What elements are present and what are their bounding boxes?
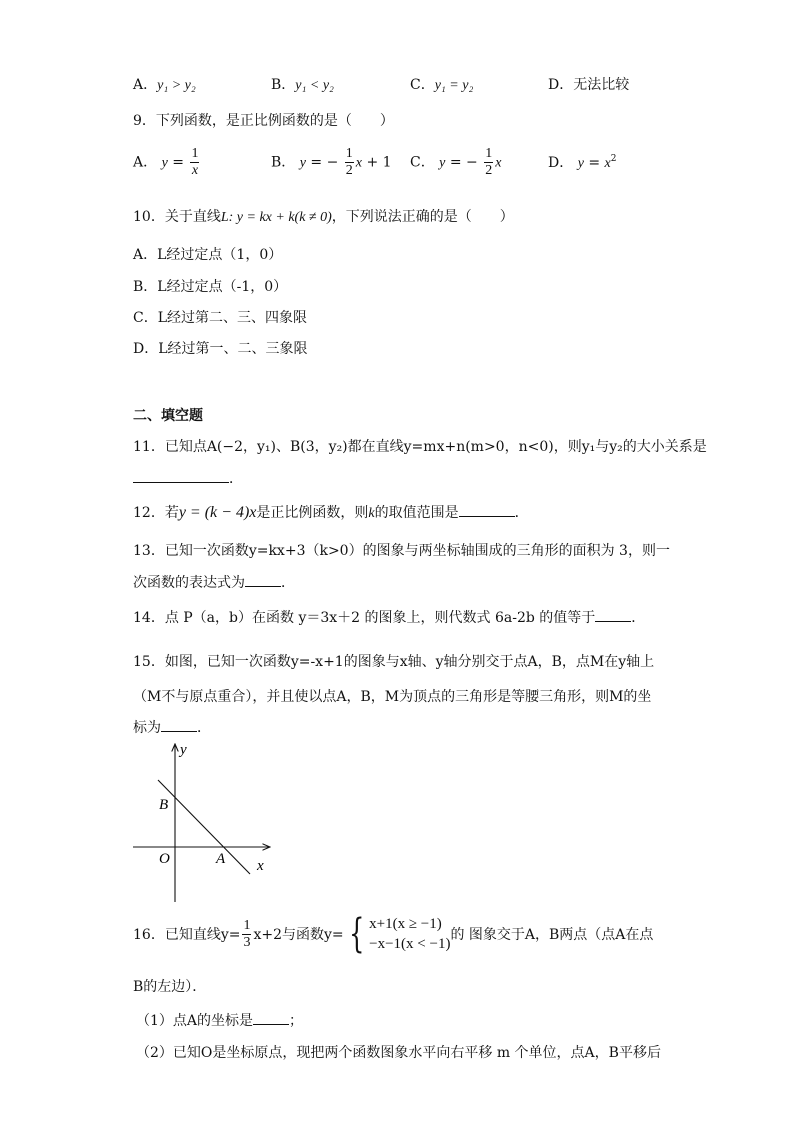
punctuation: ． <box>229 471 243 487</box>
option-expression: y₁ = y₂ <box>434 78 474 93</box>
fraction-1-over-2: $\frac{1}{2}$ <box>485 146 493 178</box>
answer-blank <box>161 717 197 732</box>
fraction-1-over-x: $\frac{1}{x}$ <box>191 146 199 178</box>
q16-mid: x+2与函数y= <box>253 927 344 943</box>
math-y: y <box>439 155 446 171</box>
q16-sub1-text: （1）点A的坐标是 <box>136 1013 254 1029</box>
q12 <box>133 502 529 522</box>
math-y: y <box>299 155 306 171</box>
stem-prefix: 10．关于直线 <box>133 209 221 225</box>
option-expression: y₁ > y₂ <box>157 78 196 93</box>
option-letter: C． <box>410 154 435 171</box>
punctuation: ． <box>631 610 646 626</box>
fraction-1-over-2: $\frac{1}{2}$ <box>345 146 353 178</box>
line-ab <box>158 780 250 874</box>
q9-option-b: B． y = − $\frac{1}{2}$ x + 1 <box>271 146 392 178</box>
q10-option-c: C．L经过第二、三、四象限 <box>133 310 308 326</box>
q13-line2 <box>133 572 295 592</box>
q15-line2: （M不与原点重合），并且使以点A，B，M为顶点的三角形是等腰三角形，则M的坐 <box>133 689 652 705</box>
punctuation: ； <box>289 1013 304 1029</box>
q13-line2-text: 次函数的表达式为 <box>133 575 245 591</box>
q12-variable: k <box>368 506 375 521</box>
q8-option-d: D．无法比较 <box>548 77 630 93</box>
coordinate-figure <box>128 740 278 905</box>
label-b: B <box>159 797 169 813</box>
label-x: x <box>257 858 264 874</box>
option-letter: B． <box>271 77 296 93</box>
answer-blank <box>459 502 515 517</box>
q15-line3-text: 标为 <box>133 720 161 736</box>
math-y: y <box>577 156 584 171</box>
brace-glyph: { <box>348 911 365 957</box>
q16-sub1 <box>136 1010 303 1030</box>
option-expression: y₁ < y₂ <box>295 78 334 93</box>
q8-option-a <box>133 74 196 94</box>
q8-option-b <box>271 74 334 94</box>
q9-option-c: C． y = − $\frac{1}{2}$ x <box>410 146 502 178</box>
q9-option-a: A． y = $\frac{1}{x}$ <box>133 146 199 178</box>
q15-line1: 15．如图，已知一次函数y=-x+1的图象与x轴、y轴分别交于点A，B，点M在y轴上 <box>133 654 655 670</box>
answer-blank <box>595 607 631 622</box>
q12-expression: y = (k − 4)x <box>178 504 257 521</box>
piecewise-cases <box>369 914 450 954</box>
q16-prefix: 16．已知直线y= <box>133 927 241 943</box>
section-heading: 二、填空题 <box>133 408 203 424</box>
option-letter: D． <box>548 155 574 171</box>
q16-line2: B的左边）． <box>133 979 207 995</box>
answer-blank <box>245 572 281 587</box>
q16-suffix: 的 图象交于A，B两点（点A在点 <box>450 927 654 943</box>
label-a: A <box>216 851 226 867</box>
punctuation: ． <box>514 505 529 521</box>
math-y: y <box>161 155 168 171</box>
q10-option-a: A．L经过定点（1，0） <box>133 247 283 263</box>
q16-line1 <box>133 911 654 957</box>
q13-line1: 13．已知一次函数y=kx+3（k>0）的图象与两坐标轴围成的三角形的面积为 3，则一 <box>133 543 670 559</box>
label-o: O <box>159 851 170 867</box>
q16-sub2: （2）已知O是坐标原点，现把两个函数图象水平向右平移 m 个单位，点A，B平移后 <box>136 1045 661 1061</box>
q10-option-d: D．L经过第一、二、三象限 <box>133 341 308 357</box>
q12-prefix: 12．若 <box>133 505 179 521</box>
option-letter: C． <box>410 77 435 93</box>
label-y: y <box>180 742 187 758</box>
option-letter: A． <box>133 77 158 93</box>
answer-blank <box>133 468 229 483</box>
q9-option-d: D． $y = x^2$ <box>548 154 617 171</box>
q11-line2 <box>133 468 243 488</box>
option-letter: A． <box>133 154 158 171</box>
q14-text: 14．点 P（a，b）在函数 y＝3x＋2 的图象上，则代数式 6a-2b 的值等于 <box>133 610 596 626</box>
q12-mid: 是正比例函数，则 <box>256 505 369 521</box>
punctuation: ． <box>281 575 295 591</box>
q11-line1: 11．已知点A(−2，y₁)、B(3，y₂)都在直线y=mx+n(m>0，n<0)，则y₁与y₂的大小关系是 <box>133 439 707 455</box>
option-letter: B． <box>271 154 296 171</box>
q10-stem <box>133 206 514 226</box>
case-1: x+1(x ≥ −1) <box>369 916 442 932</box>
punctuation: ． <box>197 720 211 736</box>
stem-suffix: ，下列说法正确的是（ ） <box>331 209 514 225</box>
q10-option-b: B．L经过定点（-1，0） <box>133 279 288 295</box>
case-2: −x−1(x < −1) <box>369 936 451 952</box>
stem-expression: L: y = kx + k(k ≠ 0) <box>220 210 332 225</box>
q12-suffix: 的取值范围是 <box>374 505 459 521</box>
answer-blank <box>253 1010 289 1025</box>
q9-stem: 9．下列函数，是正比例函数的是（ ） <box>133 113 394 129</box>
q8-option-c <box>410 74 473 94</box>
fraction-1-over-3: $\frac{1}{3}$ <box>243 917 251 950</box>
q14 <box>133 607 645 627</box>
q15-line3 <box>133 717 211 737</box>
